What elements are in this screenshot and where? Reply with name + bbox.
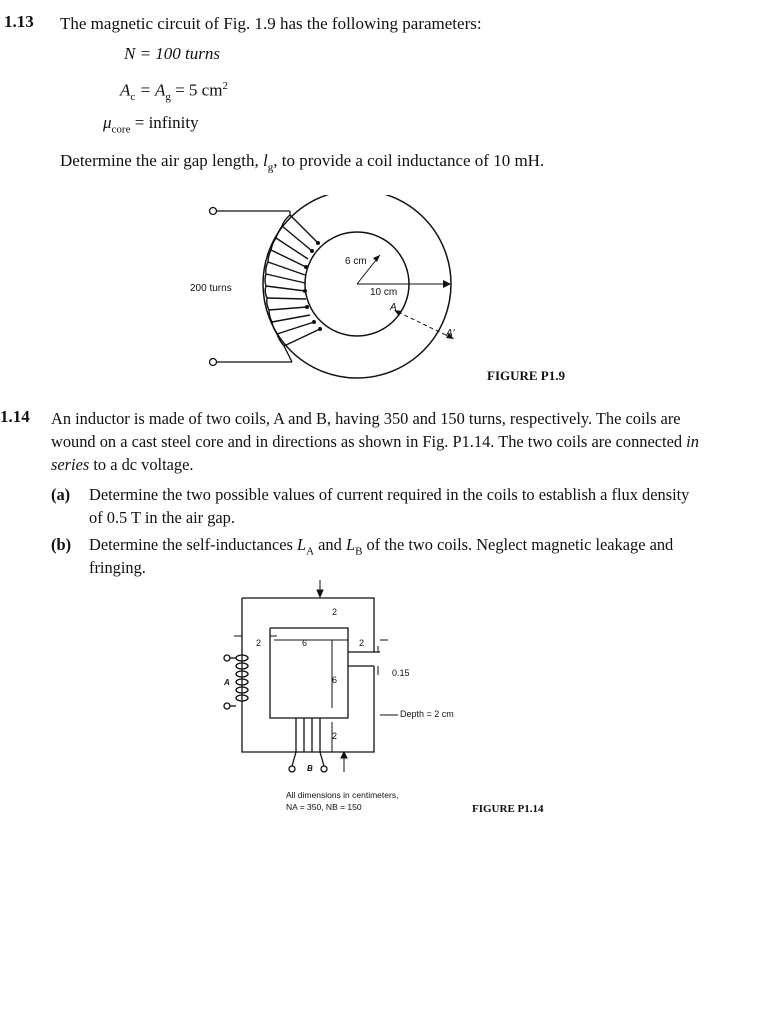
b-pre: Determine the self-inductances (89, 535, 297, 554)
equation-turns (124, 44, 220, 64)
eq3-rhs: = infinity (130, 113, 199, 132)
equation-mu (103, 113, 199, 135)
equation-area (120, 80, 228, 103)
figure-note-line2: NA = 350, NB = 150 (286, 802, 362, 812)
eq2-sub-c: c (130, 91, 136, 104)
eq2-a: A (120, 80, 131, 100)
coil-b-label: B (307, 764, 313, 773)
core-inner-lower (270, 628, 348, 718)
dim-top-label: 2 (332, 607, 338, 617)
q-sub: g (267, 161, 274, 174)
problem-number-114: 1.14 (0, 407, 30, 426)
label-6cm: 6 cm (345, 256, 367, 267)
eq2-rhs: = 5 cm (170, 80, 223, 100)
figure-caption-p19: FIGURE P1.9 (487, 368, 565, 383)
coil-a-label: A (224, 678, 230, 687)
depth-label: Depth = 2 cm (400, 709, 454, 719)
problem-114-line1: An inductor is made of two coils, A and B, having 350 and 150 turns, respectively. The coils are (51, 409, 681, 428)
part-b-line1 (89, 533, 673, 563)
part-b-line2: fringing. (89, 558, 146, 577)
label-200-turns: 200 turns (190, 283, 232, 294)
q-post: , to provide a coil inductance of 10 mH. (273, 151, 545, 170)
label-point-a: A (390, 302, 397, 313)
problem-114-line3 (51, 453, 193, 476)
eq3-sub: core (111, 123, 131, 136)
problem-114-line2 (51, 430, 699, 453)
figure-caption-p114: FIGURE P1.14 (472, 803, 544, 815)
eq2-exp: 2 (222, 80, 228, 92)
b-lb: L (345, 535, 356, 554)
line2-italic: in (686, 432, 699, 451)
b-la-sub: A (306, 545, 315, 558)
eq2-mid: = A (135, 80, 166, 100)
dim-bottom-label: 2 (332, 731, 338, 741)
part-b-label: (b) (51, 535, 72, 554)
eq3-mu: μ (103, 113, 112, 132)
b-post: of the two coils. Neglect magnetic leakage and (362, 535, 674, 554)
dim-window-label: 6 (302, 638, 308, 648)
dim-height-label: 6 (332, 675, 338, 685)
problem-113-intro: The magnetic circuit of Fig. 1.9 has the following parameters: (60, 14, 482, 33)
b-lb-sub: B (355, 545, 363, 558)
part-a-label: (a) (51, 485, 71, 504)
core-outer-bottom-left (242, 598, 374, 752)
winding-dots (303, 241, 322, 331)
label-10cm: 10 cm (370, 287, 398, 298)
b-la: L (296, 535, 307, 554)
part-a-line1: Determine the two possible values of current required in the coils to establish a flux density (89, 485, 690, 504)
toroid-outer-circle (263, 195, 451, 378)
dim-right-label: 2 (359, 638, 365, 648)
part-a-line2: of 0.5 T in the air gap. (89, 508, 235, 527)
b-mid: and (314, 535, 346, 554)
dim-left-label: 2 (256, 638, 262, 648)
figure-note-line1: All dimensions in centimeters, (286, 790, 399, 800)
line3-text: to a dc voltage. (89, 455, 194, 474)
line2-text: wound on a cast steel core and in directions as shown in Fig. P1.14. The two coils are connected (51, 432, 683, 451)
q-pre: Determine the air gap length, (60, 151, 263, 170)
eq1-text: N = 100 turns (124, 44, 221, 63)
problem-113-question (60, 149, 544, 179)
line3-italic: series (51, 455, 90, 474)
terminal-top (210, 208, 217, 215)
figure-p114-core (220, 580, 470, 780)
toroid-winding (265, 215, 320, 346)
q-l: l (262, 151, 268, 170)
gap-label: 0.15 (392, 668, 410, 678)
problem-number-113: 1.13 (4, 12, 34, 31)
terminal-bottom (210, 359, 217, 366)
label-point-a-prime: A′ (446, 328, 455, 339)
eq2-sub-g: g (165, 91, 171, 104)
